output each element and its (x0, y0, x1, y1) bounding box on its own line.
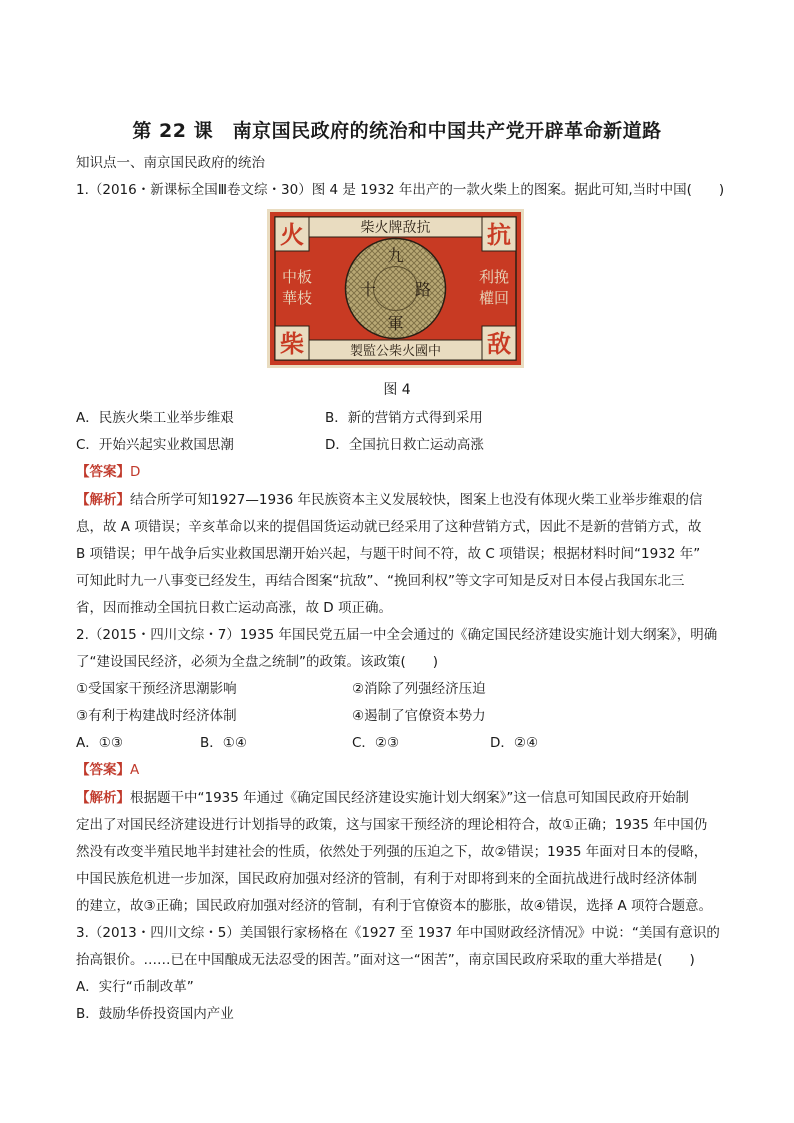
q1-answer (76, 462, 726, 482)
q1-option-d: D．全国抗日救亡运动高涨 (325, 437, 484, 453)
q2-stem-line-2: 了“建设国民经济，必须为全盘之统制”的政策。该政策( ) (76, 654, 439, 670)
hat-left-char: 十 (359, 280, 377, 299)
corner-tr-char: 抗 (487, 221, 511, 249)
q1-analysis-line-1: 【解析】结合所学可知1927—1936 年民族资本主义发展较快，图案上也没有体现火柴工业举步维艰的信 (76, 492, 703, 508)
q2-item-3: ③有利于构建战时经济体制 (76, 708, 237, 724)
q2-item-2: ②消除了列强经济压迫 (352, 681, 486, 697)
corner-br-char: 敌 (487, 330, 511, 358)
q2-option-a: A．①③ (76, 735, 123, 751)
q2-analysis-label: 【解析】 (76, 790, 130, 806)
label-right-top: 利挽 (478, 268, 510, 286)
q3-option-a: A．实行“币制改革” (76, 979, 194, 995)
label-bottom-text: 製監公柴火國中 (349, 344, 442, 359)
question-1-stem: 1.（2016・新课标全国Ⅲ卷文综・30）图 4 是 1932 年出产的一款火柴上的图案。据此可知,当时中国( ) (76, 182, 725, 198)
q2-analysis-line-1: 【解析】根据题干中“1935 年通过《确定国民经济建设实施计划大纲案》”这一信息可知国民政府开始制 (76, 790, 689, 806)
q1-analysis-label: 【解析】 (76, 492, 130, 508)
q2-analysis-line-2: 定出了对国民经济建设进行计划指导的政策，这与国家干预经济的理论相符合，故①正确；1935 年中国仍 (76, 817, 708, 833)
q1-answer-label: 【答案】 (76, 464, 130, 480)
q1-analysis-line-5: 省，因而推动全国抗日救亡运动高涨，故 D 项正确。 (76, 600, 392, 616)
q2-option-d: D．②④ (490, 735, 539, 751)
label-right-bottom: 權回 (478, 289, 510, 307)
q2-analysis-line-4: 中国民族危机进一步加深，国民政府加强对经济的管制，有利于对即将到来的全面抗战进行战时经济体制 (76, 871, 697, 887)
q1-analysis-line-3: B 项错误；甲午战争后实业救国思潮开始兴起，与题干时间不符，故 C 项错误；根据材料时间“1932 年” (76, 546, 701, 562)
q2-answer (76, 760, 726, 780)
q2-analysis-line-5: 的建立，故③正确；国民政府加强对经济的管制，有利于官僚资本的膨胀，故④错误，选择 A 项符合题意。 (76, 898, 713, 914)
q1-analysis-line-2: 息，故 A 项错误；辛亥革命以来的提倡国货运动就已经采用了这种营销方式，因此不是新的营销方式，故 (76, 519, 702, 535)
hat-bottom-char: 軍 (387, 314, 404, 333)
q2-answer-label: 【答案】 (76, 762, 130, 778)
q3-option-b: B．鼓励华侨投资国内产业 (76, 1006, 234, 1022)
q2-stem-line-1: 2.（2015・四川文综・7）1935 年国民党五届一中全会通过的《确定国民经济建设实施计划大纲案》，明确 (76, 627, 718, 643)
q2-item-4: ④遏制了官僚资本势力 (352, 708, 486, 724)
corner-tl-char: 火 (280, 221, 304, 249)
q1-option-b: B．新的营销方式得到采用 (325, 410, 483, 426)
q2-option-b: B．①④ (200, 735, 247, 751)
q2-item-1: ①受国家干预经济思潮影响 (76, 681, 237, 697)
label-top-text: 柴火牌敌抗 (360, 220, 431, 236)
matchbox-label-image (267, 209, 524, 368)
hat-top-char: 九 (387, 246, 404, 265)
q3-stem-line-2: 抬高银价。……已在中国酿成无法忍受的困苦。”面对这一“困苦”，南京国民政府采取的重大举措是( ) (76, 952, 695, 968)
q3-stem-line-1: 3.（2013・四川文综・5）美国银行家杨格在《1927 至 1937 年中国财政经济情况》中说：“美国有意识的 (76, 925, 720, 941)
q2-answer-value: A (130, 762, 140, 778)
q1-answer-value: D (130, 464, 141, 480)
hat-right-char: 路 (414, 280, 432, 299)
q2-analysis-line-3: 然没有改变半殖民地半封建社会的性质，依然处于列强的压迫之下，故②错误；1935 年面对日本的侵略， (76, 844, 708, 860)
label-left-top: 中板 (281, 268, 313, 286)
page-title: 第 22 课 南京国民政府的统治和中国共产党开辟革命新道路 (132, 120, 662, 142)
q1-option-c: C．开始兴起实业救国思潮 (76, 437, 234, 453)
q1-analysis-line-4: 可知此时九一八事变已经发生，再结合图案“抗敌”、“挽回利权”等文字可知是反对日本侵占我国东北三 (76, 573, 685, 589)
section-heading: 知识点一、南京国民政府的统治 (76, 155, 265, 171)
label-left-bottom: 華枝 (281, 289, 313, 307)
figure-caption: 图 4 (383, 382, 411, 398)
q1-option-a: A．民族火柴工业举步维艰 (76, 410, 234, 426)
q2-option-c: C．②③ (352, 735, 400, 751)
corner-bl-char: 柴 (280, 330, 304, 358)
